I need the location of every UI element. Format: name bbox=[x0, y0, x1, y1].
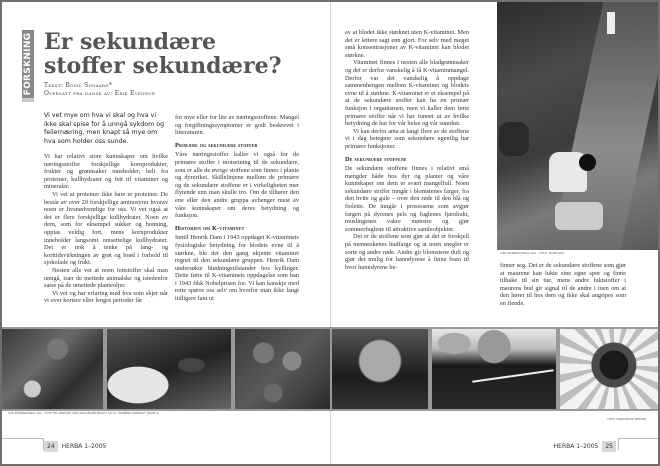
subheading-k-vitamin: Historien om K-vitaminet bbox=[175, 224, 245, 232]
body-column-2 bbox=[175, 114, 299, 303]
folio-right bbox=[554, 441, 616, 452]
paragraph: Det er de stoffene som gjør at det er forskjell på menneskenes hudfarge og at noen snegler er sorte og andre røde. Andre gir blomstene duft og gjør det mulig for hanndyrene å finne fram til hvor hunndyrene be- bbox=[345, 233, 469, 271]
paragraph: Nesten alle vet at noen fettstoffer skal man unngå, især de mettede animalske og istedenfor satse på de umettede planteoljer. bbox=[44, 266, 168, 290]
paragraph: finner seg. Det er de sekundære stoffene som gjør at maurene kan lukte sine egne spor og finne tilbake til sin tue, mens andre luktstoffer i maurens bud gir signal til de andre i tuen om at den hører til hos dem og ikke skal angripes som en fiende. bbox=[500, 262, 626, 307]
paragraph: for mye eller for lite av næringsstoffene. Mangel og forgiftningssymptomer er godt beskrevet i litteraturen. bbox=[175, 114, 299, 137]
subheading-primary-secondary: Primære og sekundære stoffer bbox=[175, 141, 258, 149]
paragraph: Vi har relativt store kunnskaper om hvilke næringsstoffer forskjellige kornprodukter, frukter og grønnsaker inneholder, helt fra proteiner, kullhydrater og fett til vitaminer og mineraler. bbox=[44, 153, 168, 191]
body-column-4 bbox=[500, 262, 626, 308]
article-title bbox=[44, 30, 281, 78]
paragraph: Vitaminet finnes i nesten alle bladgrønnsaker og det er derfor vanskelig å få K-vitaminmangel. Derfor var det vanskelig å oppdage sammenhengen mellom K-vitaminet og blodets evne til å størkne. K-vitaminet er et eksempel på at de sekundære stoffer kan ha en primær funksjon i organismen, men vi kaller dem først primære stoffer når vi har funnet ut av hvilke betydning de har for vår helse og vår sunnhet. bbox=[345, 59, 469, 128]
footer-rule-left bbox=[2, 438, 44, 450]
section-label: FORSKNING bbox=[23, 32, 33, 96]
paragraph: Vi vet at proteiner ikke bare er proteiner. De består av over 20 forskjellige aminosyrer hvorav noen er livsnødvendige for oss. Vi vet også at det er flere forskjellige kullhydrater. Noen av dem, som for eksempel sukker og honning, opptas veldig fort, mens kornprodukter inneholder langsomt omsettelige kullhydrater. Det er nok å tenke på lang- og korttidsvirkningen av grøt og brød i forhold til sjokolade og frukt. bbox=[44, 190, 168, 267]
photo-distant-figure bbox=[607, 12, 615, 34]
folio-left bbox=[44, 441, 106, 452]
photo-children-violin bbox=[432, 329, 556, 409]
photo-basin bbox=[555, 202, 603, 230]
title-line-2: stoffer sekundære? bbox=[44, 53, 282, 79]
byline-translator: Oversatt fra dansk av: Erik Evenrud bbox=[44, 90, 156, 97]
photo-sunflower bbox=[560, 329, 658, 409]
body-column-3 bbox=[345, 29, 469, 271]
photo-strip bbox=[2, 327, 658, 411]
byline-author: Tekst: Bodil Søgaard* bbox=[44, 82, 113, 89]
photo-credit-strip-left: IVAR INTERNATIONAL AGA – FOTO FRA VENSTRE: RON GELDAMANN (BILDE 1 OG 3), "NORBERT GONDOLF" (BILDE 2) bbox=[8, 412, 160, 415]
photo-credit-right: IVAR INTERNATIONAL AGA – FOTO: HANE KJOS bbox=[500, 252, 564, 255]
lead-paragraph: Vi vet mye om hva vi skal og hva vi ikke skal spise for å unngå sykdom og feilernæring, men knapt så mye om hva som holder oss sunde. bbox=[44, 112, 165, 145]
magazine-issue-right: HERBA 1–2005 bbox=[553, 443, 599, 450]
page-number-left: 24 bbox=[44, 441, 58, 452]
paragraph: Inntil Henrik Dam i 1943 oppdaget K-vitaminets fysiologiske betydning for blodets evne til å størkne, ble det den gang ukjente vitaminet regnet til den sekundære gruppen. Henrik Dam undersøkte blødningstilstander hos kyllinger. Dette førte til K-vitaminets oppdagelse som han i 1943 fikk Nobelprisen for. Vi kan kanskje med rette spørre oss selv om hvorfor man ikke langt tidligere fant ut bbox=[175, 234, 299, 303]
field-worker-photo bbox=[497, 2, 658, 250]
photo-pot bbox=[499, 122, 529, 156]
photo-violin-bow bbox=[472, 369, 553, 382]
paragraph: av at blodet ikke størknet uten K-vitaminet. Men det er lettere sagt enn gjort. For selv med meget små konsentrasjoner av K-vitaminet kan blodet størkne. bbox=[345, 29, 469, 59]
paragraph: Vi vet og har erfaring med hva som skjer når vi over kortere eller lengre perioder får bbox=[44, 289, 168, 305]
byline bbox=[44, 82, 155, 98]
photo-strawberry bbox=[107, 329, 231, 409]
page-number-right: 25 bbox=[602, 441, 616, 452]
photo-credit-strip-right: FOTO: FRANCISCALE SEIFGEN bbox=[607, 418, 646, 421]
photo-apples bbox=[235, 329, 330, 409]
subheading-secondary-substances: De sekundære stoffene bbox=[345, 155, 407, 163]
paragraph: Våre næringsstoffer kaller vi også for de primære stoffer i motsetning til de sekundære, som er alle de øvrige stoffene som finnes i plante og dyreriket. Skillelinjene mellom de primære og de sekundære stoffene er i virkeligheten mer flytende enn man skulle tro. Om de tilhører den ene eller den andre gruppa avhenger mest av våre kunnskaper om deres betydning og funksjon. bbox=[175, 151, 299, 220]
body-column-1 bbox=[44, 153, 168, 305]
footer-rule-right bbox=[618, 438, 658, 450]
title-line-1: Er sekundære bbox=[44, 29, 217, 55]
paragraph: De sekundære stoffene finnes i relativt små mengder både hos dyr og planter og våre kunnskaper om dem er svært mangelfull. Noen sekundære stoffer inngår i blomstenes farger, fra den hvite og gule – over den røde til den blå og fiolette. De inngår i prosessene som avgjør fargen på dyrenes pels og fuglenes fjærdrakt, muslingenes vakre mønstre og gjør sommerfuglene til attraktive samleobjekter. bbox=[345, 165, 469, 233]
photo-head bbox=[579, 154, 596, 171]
photo-cabbage bbox=[332, 329, 428, 409]
photo-tomatoes bbox=[2, 329, 103, 409]
section-tab bbox=[22, 30, 34, 98]
paragraph: Vi kan derfor anta at langt flere av de stoffene vi i dag betegner som sekundære egentlig har primære funksjoner. bbox=[345, 127, 469, 150]
magazine-spread bbox=[2, 2, 658, 464]
magazine-issue-left: HERBA 1–2005 bbox=[61, 443, 107, 450]
section-tab-cap bbox=[22, 98, 34, 102]
